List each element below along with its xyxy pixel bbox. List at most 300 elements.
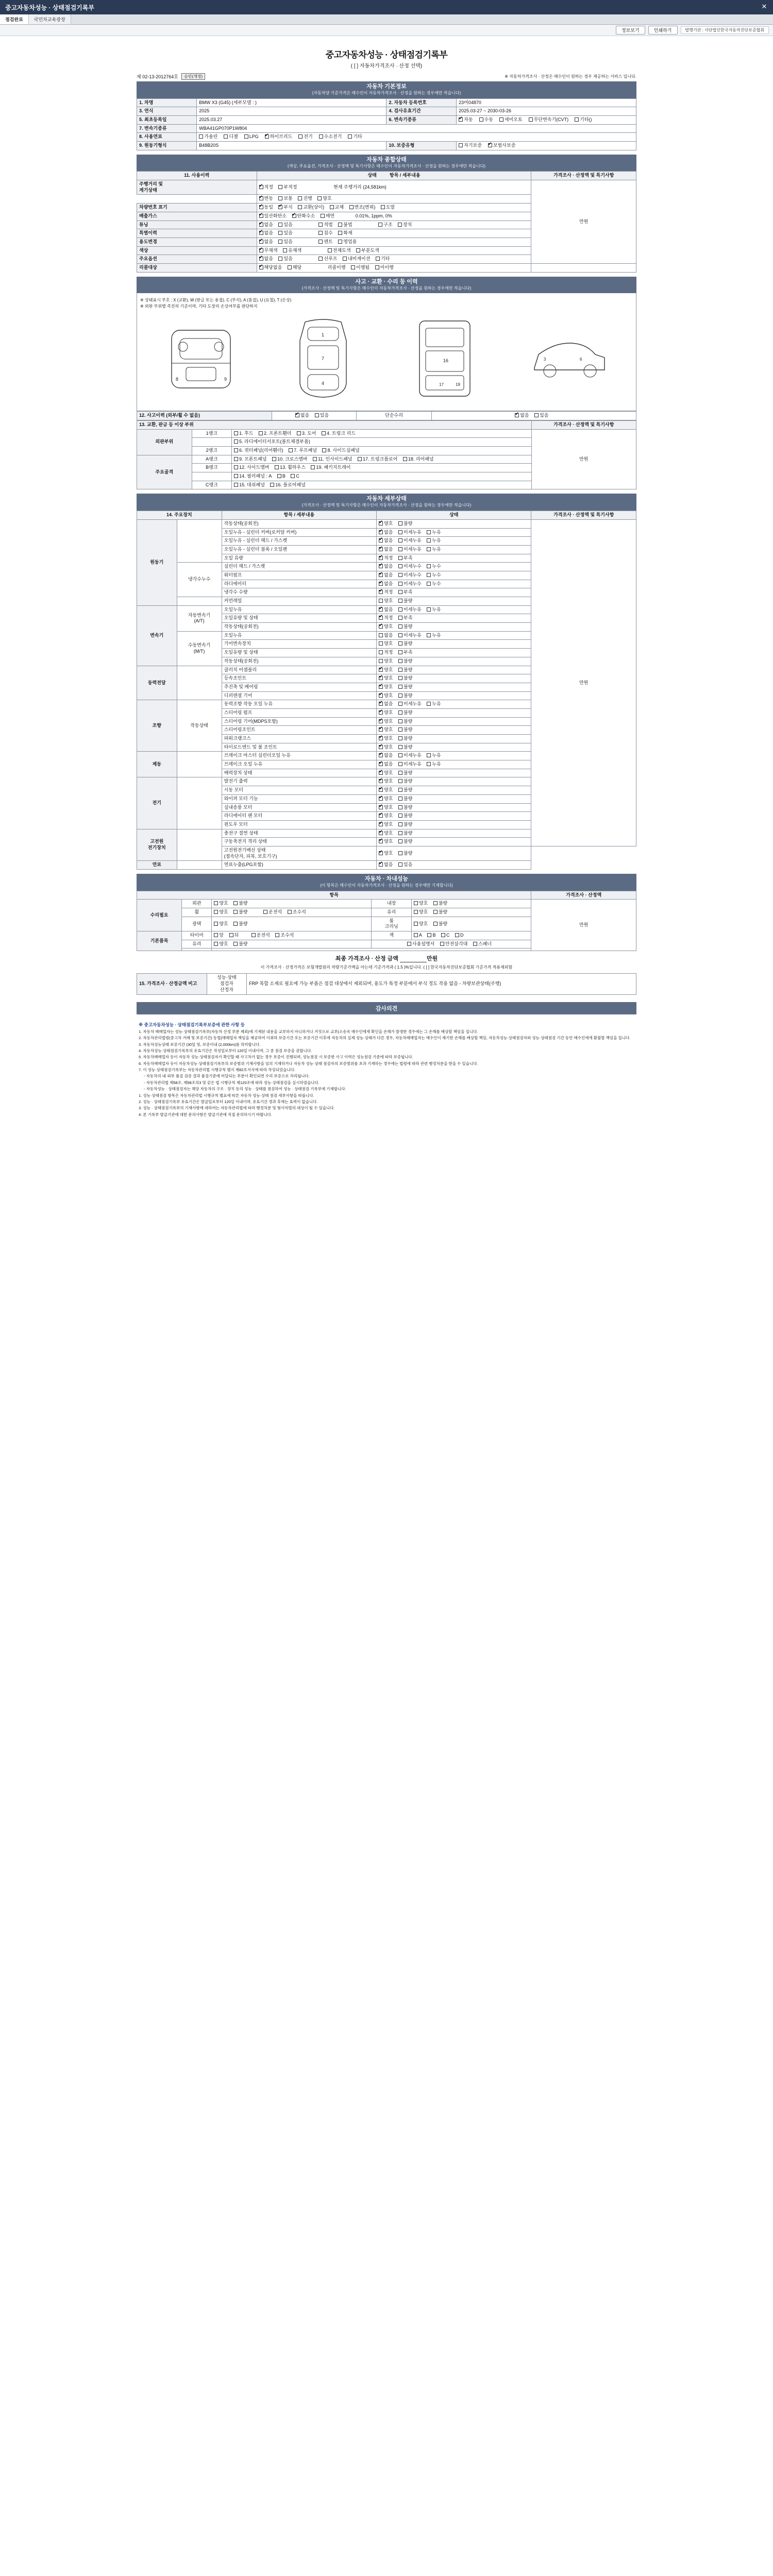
state-interior[interactable] (411, 900, 531, 908)
opt-mts-good[interactable]: 양호 (379, 641, 393, 647)
field-value-carname[interactable]: BMW X3 (G45) (세부모델 : ) (197, 98, 386, 107)
opt-sp-good[interactable]: ✔ 양호 (379, 710, 393, 716)
opt-fuel-hybrid[interactable]: ✔ 하이브리드 (265, 134, 292, 140)
parts-row-5[interactable] (232, 464, 531, 472)
part-door[interactable]: 3. 도어 (297, 431, 316, 437)
state-commonrail[interactable] (377, 597, 531, 606)
state-tire[interactable] (212, 931, 372, 940)
opt-mtlv-ok[interactable]: 적정 (379, 650, 393, 656)
opt-hg-micro[interactable]: 미세누유 (398, 538, 422, 544)
opt-bo-none[interactable]: ✔ 없음 (379, 761, 393, 768)
field-value-plate[interactable]: 23머04870 (457, 98, 636, 107)
opt-atl-leak[interactable]: 누유 (427, 607, 441, 613)
opt-rf-good[interactable]: ✔ 양호 (379, 813, 393, 819)
tab-inspection-complete[interactable]: 점검완료 (0, 14, 29, 24)
opt-fuel-etc[interactable]: 기타 (348, 134, 362, 140)
field-value-year[interactable]: 2025 (197, 107, 386, 116)
opt-rc-micro[interactable]: 미세누유 (398, 530, 422, 536)
section6-table (137, 973, 636, 994)
opt-gl2-bad[interactable]: 불량 (233, 941, 247, 947)
state-propeller-shaft[interactable] (377, 683, 531, 691)
state-at-level[interactable] (377, 614, 531, 623)
state-brake-oil[interactable] (377, 760, 531, 769)
section3-accident-table (137, 411, 636, 420)
opt-vin-changed[interactable]: 교환(상이) (298, 205, 324, 211)
opt-tuning-none[interactable]: ✔ 없음 (259, 222, 273, 228)
state-blank5[interactable] (212, 948, 531, 951)
state-coolant-level[interactable] (377, 588, 531, 597)
opt-vin-replaced[interactable]: 교체 (330, 205, 344, 211)
opt-alt-good[interactable]: ✔ 양호 (379, 778, 393, 785)
opt-hg-leak[interactable]: 누유 (427, 538, 441, 544)
opt-bo-micro[interactable]: 미세누유 (398, 761, 422, 768)
opt-idle-bad[interactable]: 불량 (398, 521, 412, 527)
value-simple-repair[interactable] (431, 412, 636, 420)
opt-recall-na[interactable]: ✔ 해당없음 (259, 265, 282, 271)
opt-transmission-etc[interactable]: 기타() (575, 117, 592, 123)
part-pillar-c[interactable]: C (291, 473, 299, 480)
opt-fuel-lpg[interactable]: LPG (244, 134, 259, 140)
state-charge-port[interactable] (377, 829, 531, 838)
opt-wh-bad[interactable]: 불량 (233, 909, 247, 916)
opt-tuning-device[interactable]: 장치 (398, 222, 412, 228)
opt-ps-bad[interactable]: 불량 (398, 684, 412, 690)
opt-sj-good[interactable]: ✔ 양호 (379, 727, 393, 733)
state-mt-level[interactable] (377, 649, 531, 657)
state-wheel[interactable] (212, 908, 372, 917)
final-price-value[interactable] (400, 956, 427, 962)
opt-pc-bad[interactable]: 불량 (398, 736, 412, 742)
opt-mileage-change[interactable]: ✔변동 (259, 196, 273, 202)
state-oil-pan[interactable] (377, 545, 531, 554)
opt-emission-co[interactable]: ✔ 일산화탄소 (259, 213, 287, 219)
opt-wp-none[interactable]: ✔ 없음 (379, 572, 393, 579)
parts-row-2[interactable] (232, 438, 531, 447)
opt-diff-good[interactable]: ✔ 양호 (379, 693, 393, 699)
state-radiator[interactable] (377, 580, 531, 588)
opt-hvw-good[interactable]: ✔양호 (379, 851, 393, 857)
opt-wdm-good[interactable]: ✔ 양호 (379, 822, 393, 828)
opt-wm-good[interactable]: ✔ 양호 (379, 796, 393, 802)
opt-mtl-micro[interactable]: 미세누유 (398, 633, 422, 639)
part-pillar-panel[interactable]: 14. 필러패널 : A (234, 473, 272, 480)
row-value-recall[interactable] (257, 263, 531, 272)
opt-mts-bad[interactable]: 불량 (398, 641, 412, 647)
row-value-color[interactable] (257, 246, 531, 255)
field-value-vin[interactable]: WBA41GP070P1W804 (197, 124, 636, 133)
field-value-first-reg[interactable]: 2025.03.27 (197, 116, 386, 125)
opt-rad-leak[interactable]: 누수 (427, 581, 441, 587)
row-value-options[interactable] (257, 255, 531, 264)
opt-simple-none[interactable]: ✔ 없음 (515, 413, 529, 419)
opt-rad-micro[interactable]: 미세누수 (398, 581, 422, 587)
opt-ol-low[interactable]: 부족 (398, 555, 412, 562)
opt-mileage-normal[interactable]: 보통 (278, 196, 292, 202)
row-value-mileage2[interactable] (257, 195, 531, 204)
state-steering-joint[interactable] (377, 726, 531, 735)
state-mt-idle[interactable] (377, 657, 531, 666)
opt-ext-good[interactable]: 양호 (214, 901, 228, 907)
state-hv-wiring[interactable] (377, 846, 531, 860)
parts-row-6[interactable] (232, 472, 531, 481)
state-radiator-fan[interactable] (377, 812, 531, 821)
part-dash-panel[interactable]: 15. 대쉬패널 (234, 482, 265, 488)
opt-vin-corrosion[interactable]: ✔ 부식 (278, 205, 292, 211)
opt-atl-none[interactable]: ✔ 없음 (379, 607, 393, 613)
opt-cl-low[interactable]: 부족 (398, 589, 412, 596)
opt-fl-yes[interactable]: 있음 (398, 862, 412, 868)
opt-manual[interactable]: 사용설명서 (407, 941, 434, 947)
opt-st-good[interactable]: ✔ 양호 (379, 787, 393, 793)
part-trunk-lid[interactable]: 4. 트렁크 리드 (322, 431, 356, 437)
opt-wm-bad[interactable]: 불량 (398, 796, 412, 802)
opt-psol-none[interactable]: ✔ 없음 (379, 701, 393, 707)
part-floor-panel[interactable]: 16. 플로어패널 (270, 482, 305, 488)
opt-accident-yes[interactable]: 있음 (315, 413, 329, 419)
state-blower-motor[interactable] (377, 803, 531, 812)
opt-warranty-insurance[interactable]: ✔ 보험사보증 (488, 143, 515, 149)
opt-wdm-bad[interactable]: 불량 (398, 822, 412, 828)
value-price-note[interactable]: FRP 복합 소재로 필요에 가능 부품은 점검 대상에서 제외되며, 용도가 특정 부분에서 부식 정도 작용 없음 - 차량보관상태(주행) (247, 974, 636, 994)
opt-gl-bad[interactable]: 불량 (433, 909, 447, 916)
opt-transmission-manual[interactable]: 수동 (479, 117, 493, 123)
part-inside-panel[interactable]: 11. 인사이드패널 (313, 456, 352, 463)
state-fuel-leak[interactable] (377, 861, 531, 870)
opt-atl-micro[interactable]: 미세누유 (398, 607, 422, 613)
state-tie-rod[interactable] (377, 743, 531, 752)
opt-bl-bad[interactable]: 불량 (398, 805, 412, 811)
opt-fl-none[interactable]: ✔ 없음 (379, 862, 393, 868)
opt-rf-bad[interactable]: 불량 (398, 813, 412, 819)
opt-bm-micro[interactable]: 미세누유 (398, 753, 422, 759)
opt-tire-front[interactable]: 앞 (214, 933, 224, 939)
opt-jack-b[interactable]: B (427, 933, 435, 939)
opt-tuning-yes[interactable]: 있음 (278, 222, 292, 228)
state-idle[interactable] (377, 519, 531, 528)
opt-wp-micro[interactable]: 미세누수 (398, 572, 422, 579)
opt-recall-yes[interactable]: 해당 (288, 265, 301, 271)
state-cv-joint[interactable] (377, 674, 531, 683)
state-polish[interactable] (212, 917, 372, 931)
opt-spanner[interactable]: 스패너 (473, 941, 492, 947)
print-button[interactable]: 인쇄하기 (648, 26, 678, 35)
part-side-sill[interactable]: 8. 사이드실패널 (322, 448, 359, 454)
opt-hvw-bad[interactable]: 불량 (398, 851, 412, 857)
opt-cp-bad[interactable]: 불량 (398, 831, 412, 837)
opt-rc-leak[interactable]: 누유 (427, 530, 441, 536)
opt-op-leak[interactable]: 누유 (427, 547, 441, 553)
opt-int-good[interactable]: 양호 (414, 901, 428, 907)
opt-rc-none[interactable]: ✔ 없음 (379, 530, 393, 536)
opt-warranty-self[interactable]: 자기보증 (459, 143, 482, 149)
opt-tire-driver[interactable]: 운전석 (251, 933, 270, 939)
opt-cln-good[interactable]: 양호 (414, 921, 428, 927)
state-power-crank[interactable] (377, 735, 531, 743)
table-row (137, 861, 636, 870)
field-value-transmission[interactable] (457, 116, 636, 125)
opt-transmission-semiauto[interactable]: 세미오토 (499, 117, 523, 123)
form-meta-line (137, 73, 636, 80)
row-value-tuning[interactable] (257, 221, 531, 229)
opt-emission-smoke[interactable]: 매연 (321, 213, 334, 219)
opt-color-achromatic[interactable]: ✔ 무채색 (259, 248, 278, 254)
opt-ext-bad[interactable]: 불량 (233, 901, 247, 907)
part-pillar-b[interactable]: B (277, 473, 285, 480)
opt-usechange-rent[interactable]: 렌트 (318, 239, 332, 245)
state-mt-shift[interactable] (377, 640, 531, 649)
state-cleaning[interactable] (411, 917, 531, 931)
opt-fuel-gasoline[interactable]: 가솔린 (199, 134, 217, 140)
opt-options-sunroof[interactable]: 선루프 (318, 256, 337, 262)
price-value-section3[interactable]: 만원 (531, 429, 636, 489)
opt-gl2-good[interactable]: 양호 (214, 941, 228, 947)
opt-cr-bad[interactable]: 불량 (398, 598, 412, 604)
field-value-warranty[interactable] (457, 142, 636, 150)
opt-cvj-good[interactable]: ✔ 양호 (379, 675, 393, 682)
opt-cvj-bad[interactable]: 불량 (398, 675, 412, 682)
state-steering-pump[interactable] (377, 708, 531, 717)
field-label-plate: 2. 자동차 등록번호 (386, 98, 457, 107)
part-front-panel[interactable]: 9. 프론트패널 (234, 456, 266, 463)
opt-clutch-bad[interactable]: 불량 (398, 667, 412, 673)
opt-options-none[interactable]: ✔ 없음 (259, 256, 273, 262)
opt-fuel-diesel[interactable]: 디젤 (224, 134, 238, 140)
field-value-fuel[interactable] (197, 133, 636, 142)
part-front-fender[interactable]: 2. 프론트휀더 (259, 431, 291, 437)
opt-usechange-business[interactable]: 영업용 (338, 239, 357, 245)
opt-cln-bad[interactable]: 불량 (433, 921, 447, 927)
state-at-idle[interactable] (377, 623, 531, 632)
part-hood[interactable]: 1. 후드 (234, 431, 253, 437)
opt-ati-bad[interactable]: 불량 (398, 624, 412, 630)
opt-cl-ok[interactable]: ✔ 적정 (379, 589, 393, 596)
opt-mtlv-low[interactable]: 부족 (398, 650, 412, 656)
opt-diff-bad[interactable]: 불량 (398, 693, 412, 699)
opt-tire-rear[interactable]: 뒤 (229, 933, 239, 939)
opt-accident-none[interactable]: ✔ 없음 (295, 413, 309, 419)
state-brake-master[interactable] (377, 752, 531, 760)
opt-cp-good[interactable]: ✔ 양호 (379, 831, 393, 837)
opt-int-bad[interactable]: 불량 (433, 901, 447, 907)
opt-usechange-yes[interactable]: 있음 (278, 239, 292, 245)
opt-transmission-cvt[interactable]: 무단변속기(CVT) (529, 117, 568, 123)
opt-ati-good[interactable]: ✔ 양호 (379, 624, 393, 630)
opt-options-etc[interactable]: 기타 (376, 256, 390, 262)
opt-pol-bad[interactable]: 불량 (233, 921, 247, 927)
state-differential[interactable] (377, 691, 531, 700)
state-head-gasket[interactable] (377, 537, 531, 546)
field-value-inspection-period[interactable]: 2025.03-27 ~ 2030-03-26 (457, 107, 636, 116)
opt-fuel-electric[interactable]: 전기 (298, 134, 312, 140)
opt-jack-d[interactable]: D (455, 933, 464, 939)
opt-special-flood[interactable]: 침수 (318, 230, 332, 236)
opt-wh-driver[interactable]: 운전석 (263, 909, 282, 916)
opt-usechange-none[interactable]: ✔ 없음 (259, 239, 273, 245)
opt-tr-good[interactable]: ✔ 양호 (379, 744, 393, 751)
price-value-section4[interactable]: 만원 (531, 519, 636, 846)
close-icon[interactable]: ✕ (761, 3, 767, 10)
opt-tr-bad[interactable]: 불량 (398, 744, 412, 751)
opt-bi-good[interactable]: ✔ 양호 (379, 839, 393, 845)
opt-color-partial[interactable]: 부분도색 (356, 248, 379, 254)
opt-atlv-ok[interactable]: ✔ 적정 (379, 615, 393, 621)
row-value-special[interactable] (257, 229, 531, 238)
state-glass2[interactable] (212, 940, 372, 948)
opt-pol-good[interactable]: 양호 (214, 921, 228, 927)
state-window-motor[interactable] (377, 820, 531, 829)
tab-education-plaza[interactable]: 국민차교육광장 (29, 14, 71, 24)
state-jack[interactable] (411, 931, 531, 940)
opt-mileage-good[interactable]: 양호 (317, 196, 331, 202)
state-water-pump[interactable] (377, 571, 531, 580)
opt-ps-good[interactable]: ✔ 양호 (379, 684, 393, 690)
state-alternator[interactable] (377, 777, 531, 786)
opt-idle-good[interactable]: ✔ 양호 (379, 521, 393, 527)
opt-bst-good[interactable]: ✔ 양호 (379, 770, 393, 776)
state-coolant-head[interactable] (377, 563, 531, 571)
opt-vin-erased[interactable]: 도말 (381, 205, 395, 211)
field-value-engine[interactable]: B48B20S (197, 142, 386, 150)
opt-sp-bad[interactable]: 불량 (398, 710, 412, 716)
opt-mti-good[interactable]: 양호 (379, 658, 393, 665)
opt-recall-done[interactable]: 이행됨 (351, 265, 369, 271)
opt-sg-bad[interactable]: 불량 (398, 719, 412, 725)
price-value-section5[interactable]: 만원 (531, 900, 636, 951)
part-wheel-house[interactable]: 13. 휠하우스 (275, 465, 306, 471)
opt-fuel-hydrogen[interactable]: 수소전기 (319, 134, 342, 140)
opt-vin-same[interactable]: ✔ 동일 (259, 205, 273, 211)
state-steering-gear[interactable] (377, 717, 531, 726)
opt-psol-leak[interactable]: 누유 (427, 701, 441, 707)
opt-tuning-structure[interactable]: 구조 (378, 222, 392, 228)
opt-wp-leak[interactable]: 누수 (427, 572, 441, 579)
parts-row-7[interactable] (232, 481, 531, 489)
state-exterior[interactable] (212, 900, 372, 908)
state-battery-isolation[interactable] (377, 838, 531, 846)
opt-special-yes[interactable]: 있음 (278, 230, 292, 236)
opt-mti-bad[interactable]: 불량 (398, 658, 412, 665)
part-cross-member[interactable]: 10. 크로스멤버 (272, 456, 307, 463)
opt-sj-bad[interactable]: 불량 (398, 727, 412, 733)
opt-cr-good[interactable]: 양호 (379, 598, 393, 604)
opt-ch-micro[interactable]: 미세누수 (398, 564, 422, 570)
opt-emission-hc[interactable]: ✔ 탄화수소 (292, 213, 315, 219)
opt-mtl-leak[interactable]: 누유 (427, 633, 441, 639)
part-trunk-floor[interactable]: 17. 트렁크플로어 (358, 456, 397, 463)
opt-simple-yes[interactable]: 있음 (534, 413, 548, 419)
opt-psol-micro[interactable]: 미세누유 (398, 701, 422, 707)
opt-tire-pass[interactable]: 조수석 (275, 933, 294, 939)
opt-mileage-proper[interactable]: ✔적정 (259, 184, 273, 191)
part-quarter-panel[interactable]: 6. 쿼터패널(리어휀더) (234, 448, 283, 454)
opt-transmission-auto[interactable]: ✔ 자동 (459, 117, 473, 123)
row-value-emission[interactable] (257, 212, 531, 221)
opt-rad-none[interactable]: ✔ 없음 (379, 581, 393, 587)
part-radiator-support[interactable]: 5. 라디에이터서포트(볼트체결부품) (234, 439, 310, 445)
opt-recall-notdone[interactable]: 미이행 (375, 265, 394, 271)
opt-triangle[interactable]: 안전삼각대 (440, 941, 467, 947)
opt-mileage-improper[interactable]: 부적정 (278, 184, 297, 191)
opt-ol-ok[interactable]: ✔ 적정 (379, 555, 393, 562)
parts-row-1[interactable] (232, 429, 531, 438)
state-rocker-cover[interactable] (377, 528, 531, 537)
opt-alt-bad[interactable]: 불량 (398, 778, 412, 785)
state-manual[interactable] (372, 940, 531, 948)
opt-op-none[interactable]: ✔ 없음 (379, 547, 393, 553)
parts-row-4[interactable] (232, 455, 531, 464)
opt-jack-a[interactable]: A (414, 933, 422, 939)
state-starter[interactable] (377, 786, 531, 795)
state-wiper-motor[interactable] (377, 794, 531, 803)
opt-st-bad[interactable]: 불량 (398, 787, 412, 793)
opt-vin-altered[interactable]: 변조(변위) (349, 205, 376, 211)
field-label-warranty: 10. 보증유형 (386, 142, 457, 150)
item-at-idle: 작동상태(공회전) (222, 623, 376, 632)
opt-tuning-legal[interactable]: 적법 (318, 222, 332, 228)
opt-bl-good[interactable]: ✔ 양호 (379, 805, 393, 811)
opt-ch-leak[interactable]: 누수 (427, 564, 441, 570)
opt-color-chromatic[interactable]: 유채색 (283, 248, 301, 254)
opt-mtl-none[interactable]: 없음 (379, 633, 393, 639)
state-clutch[interactable] (377, 666, 531, 674)
opt-bm-leak[interactable]: 누유 (427, 753, 441, 759)
opt-wh-pass[interactable]: 조수석 (288, 909, 306, 916)
opt-color-full[interactable]: 전체도색 (328, 248, 351, 254)
part-rear-panel[interactable]: 18. 리어패널 (403, 456, 434, 463)
part-roof-panel[interactable]: 7. 루프패널 (289, 448, 317, 454)
opt-gl-good[interactable]: 양호 (414, 909, 428, 916)
row-price-recall[interactable] (531, 263, 636, 272)
row-value-usechange[interactable] (257, 238, 531, 246)
opt-options-navi[interactable]: 내비게이션 (343, 256, 370, 262)
opt-sg-good[interactable]: ✔ 양호 (379, 719, 393, 725)
opt-special-none[interactable]: ✔ 없음 (259, 230, 273, 236)
parts-row-3[interactable] (232, 447, 531, 455)
part-side-member[interactable]: 12. 사이드멤버 (234, 465, 269, 471)
view-info-button[interactable]: 정보보기 (616, 26, 645, 35)
opt-special-fire[interactable]: 화재 (338, 230, 352, 236)
opt-atlv-low[interactable]: 부족 (398, 615, 412, 621)
state-mt-leak[interactable] (377, 631, 531, 640)
opt-hg-none[interactable]: ✔ 없음 (379, 538, 393, 544)
value-accident-history[interactable] (272, 412, 357, 420)
opt-bo-leak[interactable]: 누유 (427, 761, 441, 768)
opt-op-micro[interactable]: 미세누유 (398, 547, 422, 553)
opt-jack-c[interactable]: C (441, 933, 450, 939)
opt-wh-good[interactable]: 양호 (214, 909, 228, 916)
opt-clutch-good[interactable]: ✔ 양호 (379, 667, 393, 673)
opt-bm-none[interactable]: ✔ 없음 (379, 753, 393, 759)
row-price-section2[interactable]: 만원 (531, 180, 636, 264)
opt-options-yes[interactable]: 있음 (278, 256, 292, 262)
state-booster[interactable] (377, 769, 531, 777)
opt-pc-good[interactable]: ✔ 양호 (379, 736, 393, 742)
row-value-mileage[interactable]: ✔적정 부적정 현재 주행거리 (24,581km) (257, 180, 531, 195)
opt-ch-none[interactable]: ✔ 없음 (379, 564, 393, 570)
col-header-item5: 항목 (137, 891, 531, 900)
part-package-tray[interactable]: 19. 패키지트레이 (311, 465, 350, 471)
opt-bst-bad[interactable]: 불량 (398, 770, 412, 776)
opt-mileage-progress[interactable]: 진행 (298, 196, 312, 202)
state-ps-oil-leak[interactable] (377, 700, 531, 709)
state-glass[interactable] (411, 908, 531, 917)
col-header-price: 가격조사 · 산정액 및 특기사항 (531, 172, 636, 180)
row-value-vinmark[interactable] (257, 204, 531, 212)
opt-bi-bad[interactable]: 불량 (398, 839, 412, 845)
state-at-leak[interactable] (377, 605, 531, 614)
state-oil-level[interactable] (377, 554, 531, 563)
opt-tuning-illegal[interactable]: 불법 (338, 222, 352, 228)
